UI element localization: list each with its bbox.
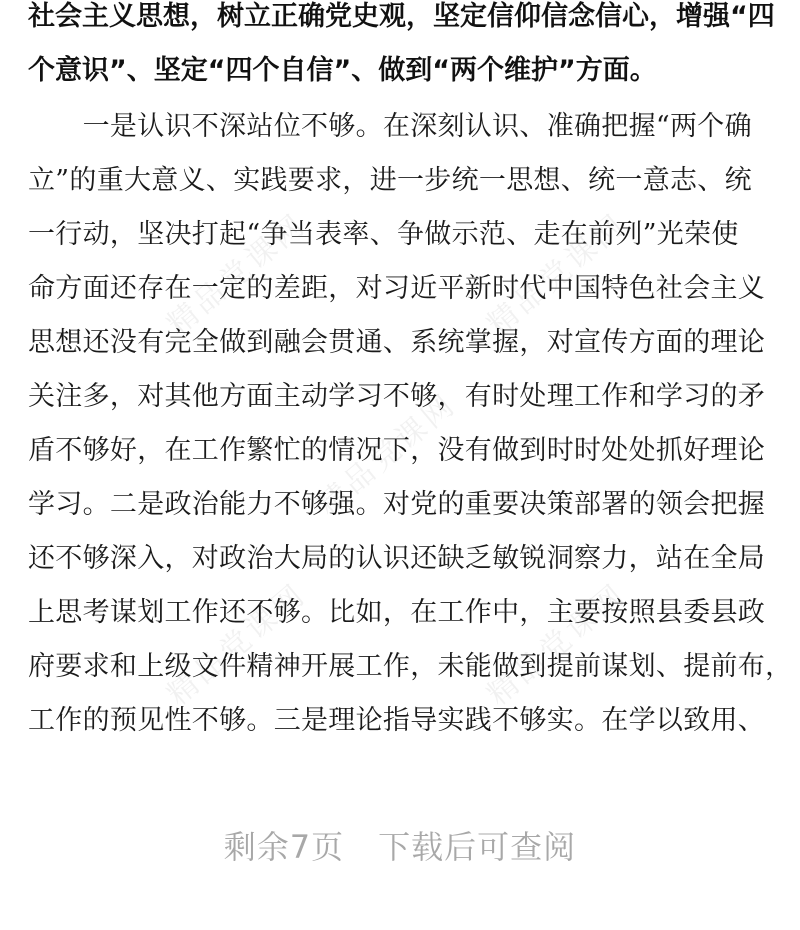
remaining-pages-label: 剩余7页 [223,828,345,866]
body-line: 命方面还存在一定的差距，对习近平新时代中国特色社会主义 [28,273,766,304]
heading-line: 个意识”、坚定“四个自信”、做到“两个维护”方面。 [28,55,657,86]
watermark: 精品党课网 [160,576,314,713]
body-line: 上思考谋划工作还不够。比如，在工作中，主要按照县委县政 [28,597,766,628]
remaining-pages-notice[interactable] [0,822,800,868]
watermark: 精品党课网 [160,206,314,343]
body-line: 还不够深入，对政治大局的认识还缺乏敏锐洞察力，站在全局 [28,543,766,574]
body-line: 学习。二是政治能力不够强。对党的重要决策部署的领会把握 [28,489,766,520]
download-hint-label: 下载后可查阅 [378,828,577,866]
body-line: 府要求和上级文件精神开展工作，未能做到提前谋划、提前布， [28,651,793,682]
body-line: 立”的重大意义、实践要求，进一步统一思想、统一意志、统 [28,165,752,196]
heading-paragraph [28,0,788,98]
watermark: 精品党课网 [480,206,634,343]
watermark: 精品党课网 [310,386,464,523]
body-line: 思想还没有完全做到融会贯通、系统掌握，对宣传方面的理论 [28,327,766,358]
body-line: 工作的预见性不够。三是理论指导实践不够实。在学以致用、 [28,705,766,736]
body-line: 关注多，对其他方面主动学习不够，有时处理工作和学习的矛 [28,381,766,412]
body-line: 一行动，坚决打起“争当表率、争做示范、走在前列”光荣使 [28,219,739,250]
watermark: 精品党课网 [480,576,634,713]
body-line: 盾不够好，在工作繁忙的情况下，没有做到时时处处抓好理论 [28,435,766,466]
heading-line: 社会主义思想，树立正确党史观，坚定信仰信念信心，增强“四 [28,1,775,32]
body-line: 一是认识不深站位不够。在深刻认识、准确把握“两个确 [28,111,752,142]
body-paragraph [28,100,793,748]
